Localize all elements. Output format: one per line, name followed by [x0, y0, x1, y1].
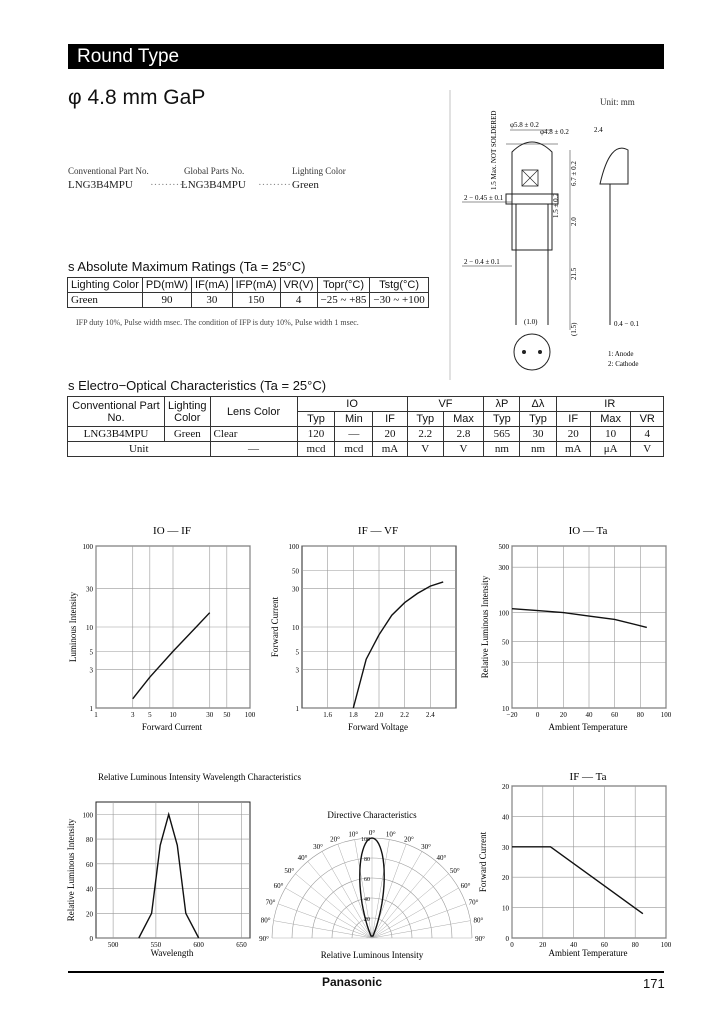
table-row [68, 397, 664, 412]
led-bottom-view [514, 334, 550, 370]
chart-title: IO — IF [153, 525, 191, 537]
table-header: VF [407, 397, 484, 412]
polar-angle-label: 70° [265, 898, 276, 907]
table-header: Δλ [520, 397, 556, 412]
table-cell: V [631, 442, 664, 457]
table-cell: 20 [556, 427, 590, 442]
dim-label: 2.4 [594, 126, 603, 134]
table-cell: 120 [297, 427, 335, 442]
y-tick-label: 100 [82, 543, 93, 551]
header-bar [68, 44, 664, 69]
table-cell: 4 [280, 293, 317, 308]
grid [96, 802, 250, 938]
parts-dots-2: ·········· [258, 179, 295, 191]
y-tick-label: 0 [505, 935, 509, 943]
parts-label-color: Lighting Color [292, 166, 346, 176]
dim-label: (1.5) [570, 322, 578, 336]
polar-angle-label: 50° [284, 866, 295, 875]
x-tick-label: 20 [559, 711, 567, 719]
chart-title: Relative Luminous Intensity Wavelength Characteristics [98, 772, 302, 782]
y-tick-label: 100 [498, 609, 509, 618]
table-cell: 2.2 [407, 427, 443, 442]
polar-angle-label: 40° [297, 853, 308, 862]
table-cell: 30 [520, 427, 556, 442]
x-tick-label: −20 [506, 711, 518, 719]
polar-angle-label: 10° [385, 830, 396, 839]
dim-label: 0.4 − 0.1 [614, 320, 639, 328]
table-cell: 30 [192, 293, 233, 308]
table-cell: mcd [297, 442, 335, 457]
table-subheader: Typ [484, 412, 520, 427]
dim-label: 2 − 0.4 ± 0.1 [464, 258, 500, 266]
y-tick-label: 50 [502, 638, 509, 647]
y-tick-label: 1 [89, 705, 93, 713]
dim-label: 2 − 0.45 ± 0.1 [464, 194, 504, 202]
page-number: 171 [643, 976, 665, 991]
table-row [68, 293, 429, 308]
table-cell: mA [556, 442, 590, 457]
series-line [139, 814, 199, 938]
x-tick-label: 3 [130, 711, 135, 719]
y-tick-label: 40 [86, 885, 93, 894]
dim-label: 6.7 ± 0.2 [570, 161, 578, 186]
product-title: φ 4.8 mm GaP [68, 86, 206, 109]
chart-title: IF — Ta [569, 771, 607, 783]
y-axis-label: Forward Current [270, 596, 280, 658]
x-tick-label: 1.6 [323, 711, 333, 719]
polar-angle-label: 10° [348, 830, 359, 839]
x-axis-label: Forward Current [141, 722, 203, 732]
table-header: λP [484, 397, 520, 412]
grid [512, 786, 666, 938]
y-tick-label: 3 [89, 666, 93, 675]
y-tick-label: 10 [502, 705, 509, 713]
electro-title: s Electro−Optical Characteristics (Ta = 25°C) [68, 378, 327, 393]
series-line [512, 609, 647, 628]
x-tick-label: 100 [244, 711, 256, 719]
dim-label: φ4.8 ± 0.2 [540, 128, 569, 136]
chart-title: Directive Characteristics [327, 810, 417, 820]
x-tick-label: 60 [611, 711, 619, 719]
table-header: IFP(mA) [232, 278, 280, 293]
table-subheader: Max [443, 412, 484, 427]
abs-max-note: IFP duty 10%, Pulse width msec. The condition of IFP is duty 10%, Pulse width 1 msec. [76, 318, 359, 327]
x-axis-label: Ambient Temperature [548, 948, 628, 958]
led-body [512, 142, 552, 250]
parts-value-global: LNG3B4MPU [181, 179, 246, 191]
x-tick-label: 10 [169, 711, 177, 719]
footer-line [68, 971, 664, 973]
table-cell: Green [68, 293, 143, 308]
polar-grid [259, 829, 485, 943]
y-tick-label: 100 [82, 811, 93, 820]
x-tick-label: 60 [600, 941, 608, 949]
table-subheader: Typ [520, 412, 556, 427]
outline-drawing [440, 90, 664, 380]
y-tick-label: 100 [288, 543, 299, 551]
x-tick-label: 80 [636, 711, 644, 719]
table-subheader: IF [373, 412, 407, 427]
dim-label: φ5.8 ± 0.2 [510, 121, 539, 129]
table-cell: — [210, 442, 297, 457]
y-tick-label: 1 [295, 705, 299, 713]
y-tick-label: 60 [86, 860, 93, 869]
chart-if-vf [268, 522, 468, 737]
table-cell: 150 [232, 293, 280, 308]
table-header: IR [556, 397, 663, 412]
x-axis-label: Wavelength [150, 948, 194, 958]
table-row [68, 278, 429, 293]
polar-angle-label: 20° [330, 835, 340, 844]
x-tick-label: 20 [539, 941, 547, 949]
table-header: IO [297, 397, 407, 412]
polar-angle-label: 40° [436, 853, 447, 862]
x-tick-label: 550 [150, 941, 162, 949]
table-cell: Green [165, 427, 211, 442]
x-tick-label: 100 [660, 711, 672, 719]
grid [302, 546, 456, 708]
x-tick-label: 30 [206, 711, 214, 719]
polar-radius-label: 20 [364, 917, 370, 923]
x-tick-label: 2.2 [400, 711, 410, 719]
table-cell: nm [484, 442, 520, 457]
polar-radius-label: 100 [361, 837, 370, 843]
y-tick-label: 20 [502, 874, 509, 883]
y-tick-label: 20 [502, 783, 509, 791]
table-cell: −25 ~ +85 [317, 293, 370, 308]
table-cell: 2.8 [443, 427, 484, 442]
parts-label-global: Global Parts No. [184, 166, 245, 176]
table-cell: — [335, 427, 373, 442]
table-header: Lens Color [210, 397, 297, 427]
y-tick-label: 500 [498, 543, 509, 551]
y-tick-label: 40 [502, 813, 509, 822]
x-tick-label: 40 [570, 941, 578, 949]
polar-angle-label: 0° [368, 829, 376, 837]
polar-angle-label: 90° [259, 935, 269, 943]
y-tick-label: 30 [502, 843, 509, 852]
table-cell: Unit [68, 442, 211, 457]
polar-angle-label: 60° [460, 882, 471, 890]
y-tick-label: 3 [295, 666, 299, 675]
y-tick-label: 50 [292, 567, 299, 576]
table-cell: LNG3B4MPU [68, 427, 165, 442]
table-cell: −30 ~ +100 [370, 293, 428, 308]
y-axis-label: Relative Luminous Intensity [480, 575, 490, 679]
table-cell: 20 [373, 427, 407, 442]
polar-angle-label: 70° [468, 898, 479, 907]
y-tick-label: 20 [86, 910, 93, 919]
chart-title: IO — Ta [568, 525, 608, 537]
series-line [512, 847, 643, 914]
y-axis-label: Relative Luminous Intensity [66, 818, 76, 922]
polar-angle-label: 90° [475, 935, 485, 943]
x-tick-label: 0 [535, 711, 540, 719]
x-axis-label: Ambient Temperature [548, 722, 628, 732]
dim-label: 2.0 [570, 217, 578, 226]
table-subheader: Typ [297, 412, 335, 427]
table-cell: 10 [590, 427, 631, 442]
y-tick-label: 300 [498, 564, 509, 573]
parts-label-conventional: Conventional Part No. [68, 166, 149, 176]
dim-label: 1.5 ± 0.2 [552, 193, 560, 218]
table-cell: μA [590, 442, 631, 457]
abs-max-title: s Absolute Maximum Ratings (Ta = 25°C) [68, 259, 306, 274]
table-cell: V [407, 442, 443, 457]
table-header: VR(V) [280, 278, 317, 293]
chart-io-ta [478, 522, 678, 737]
table-subheader: Min [335, 412, 373, 427]
y-tick-label: 80 [86, 836, 93, 845]
y-axis-label: Forward Current [478, 831, 488, 893]
series-line [133, 613, 210, 699]
polar-angle-label: 60° [273, 882, 284, 890]
unit-label: Unit: mm [600, 97, 635, 107]
y-tick-label: 0 [89, 935, 93, 943]
table-header: Lighting Color [165, 397, 211, 427]
table-cell: mA [373, 442, 407, 457]
x-tick-label: 600 [193, 941, 204, 949]
footer-brand: Panasonic [322, 975, 383, 989]
x-tick-label: 650 [236, 941, 247, 949]
abs-max-table [67, 277, 429, 308]
y-axis-label: Luminous Intensity [68, 591, 78, 663]
polar-radius-label: 80 [364, 857, 370, 863]
x-tick-label: 40 [585, 711, 593, 719]
led-side-body [600, 148, 628, 184]
dim-label: 2: Cathode [608, 360, 639, 368]
header-title: Round Type [77, 46, 180, 67]
x-tick-label: 80 [631, 941, 639, 949]
led-flange [506, 194, 558, 204]
table-header: IF(mA) [192, 278, 233, 293]
table-header: Lighting Color [68, 278, 143, 293]
table-cell: mcd [335, 442, 373, 457]
x-tick-label: 1 [94, 711, 98, 719]
table-row [68, 427, 664, 442]
x-axis-label: Relative Luminous Intensity [320, 950, 424, 960]
x-tick-label: 1.8 [348, 711, 358, 719]
plot-frame [96, 802, 250, 938]
table-subheader: Typ [407, 412, 443, 427]
table-header: Tstg(°C) [370, 278, 428, 293]
y-tick-label: 10 [502, 904, 509, 913]
x-tick-label: 5 [148, 711, 152, 719]
x-tick-label: 50 [223, 711, 231, 719]
polar-angle-label: 80° [473, 916, 484, 925]
polar-angle-label: 20° [404, 835, 414, 844]
parts-value-conventional: LNG3B4MPU [68, 179, 133, 191]
dim-label: (1.0) [524, 318, 538, 326]
dim-label: 21.5 [570, 267, 578, 280]
table-cell: nm [520, 442, 556, 457]
y-tick-label: 5 [89, 648, 93, 657]
x-tick-label: 0 [510, 941, 514, 949]
polar-angle-label: 80° [260, 916, 271, 925]
polar-radius-label: 60 [364, 877, 370, 883]
y-tick-label: 10 [292, 624, 299, 632]
plot-frame [512, 786, 666, 938]
parts-dots-1: ·········· [150, 179, 187, 191]
x-tick-label: 100 [660, 941, 672, 949]
electro-table [67, 396, 664, 457]
parts-value-color: Green [292, 179, 319, 191]
y-tick-label: 5 [295, 648, 299, 657]
bullet: s [68, 259, 78, 274]
polar-angle-label: 30° [421, 843, 431, 852]
table-header: Topr(°C) [317, 278, 370, 293]
table-subheader: VR [631, 412, 664, 427]
y-tick-label: 30 [502, 659, 509, 668]
x-tick-label: 2.0 [374, 711, 384, 719]
table-subheader: IF [556, 412, 590, 427]
x-tick-label: 500 [107, 941, 119, 949]
y-tick-label: 30 [292, 585, 299, 594]
table-cell: V [443, 442, 484, 457]
table-header: Conventional Part No. [68, 397, 165, 427]
polar-radius-label: 40 [364, 897, 370, 903]
y-tick-label: 10 [86, 624, 93, 632]
x-axis-label: Forward Voltage [348, 722, 408, 732]
table-cell: 90 [142, 293, 191, 308]
table-cell: Clear [210, 427, 297, 442]
x-tick-label: 2.4 [425, 711, 435, 719]
series-line [353, 582, 443, 708]
table-cell: 4 [631, 427, 664, 442]
table-row [68, 442, 664, 457]
y-tick-label: 30 [86, 585, 93, 594]
dim-label: 1.5 Max. NOT SOLDERED [490, 110, 498, 190]
grid [96, 546, 250, 708]
bullet: s [68, 378, 79, 393]
table-subheader: Max [590, 412, 631, 427]
chart-io-if [62, 522, 262, 737]
chart-if-ta [478, 770, 678, 962]
chart-title: IF — VF [357, 525, 399, 537]
table-header: PD(mW) [142, 278, 191, 293]
dim-label: 1: Anode [608, 350, 634, 358]
polar-angle-label: 50° [449, 866, 460, 875]
polar-angle-label: 30° [313, 843, 323, 852]
table-cell: 565 [484, 427, 520, 442]
